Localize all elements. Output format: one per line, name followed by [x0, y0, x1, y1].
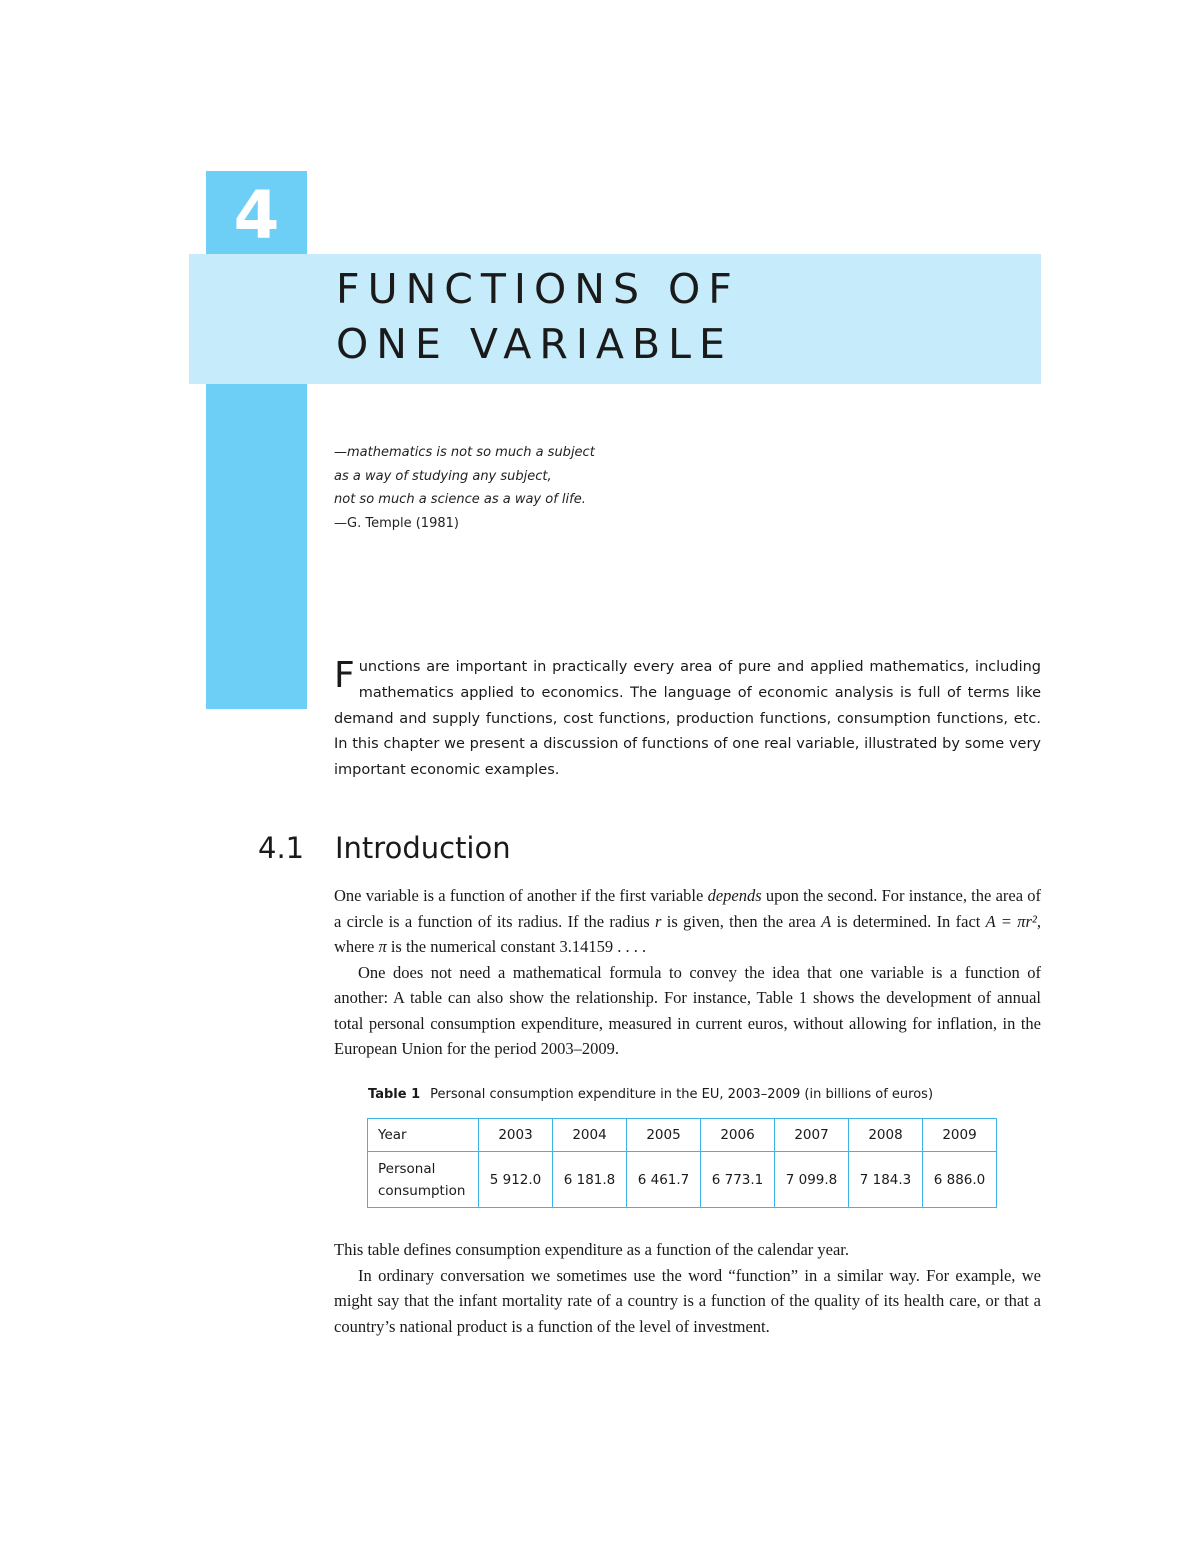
table-caption-text: Personal consumption expenditure in the EU, 2003–2009 (in billions of euros) [430, 1087, 934, 1102]
table-cell: 7 184.3 [849, 1152, 923, 1208]
table-header-cell: Year [368, 1119, 479, 1152]
chapter-number: 4 [233, 177, 280, 254]
math-area-formula: A = πr² [985, 911, 1037, 931]
table-header-row [368, 1119, 997, 1152]
table-header-cell: 2003 [479, 1119, 553, 1152]
table-label: Table 1 [368, 1087, 421, 1102]
epigraph-line-1: —mathematics is not so much a subject [334, 445, 595, 460]
epigraph-line-2: as a way of studying any subject, [334, 468, 552, 484]
consumption-table [367, 1118, 997, 1208]
math-r: r [655, 911, 662, 931]
table-cell: 6 461.7 [627, 1152, 701, 1208]
table-cell: 6 181.8 [553, 1152, 627, 1208]
table-caption [368, 1084, 933, 1106]
chapter-intro-text: unctions are important in practically every area of pure and applied mathematics, including mathematics applied to economics. The language of economic analysis is full of terms like demand and supply functions, cost functions, production functions, consumption functions, etc. In this chapter we present a discussion of functions of one real variable, illustrated by some very important economic examples. [334, 659, 1041, 779]
paragraph-4: In ordinary conversation we sometimes use the word “function” in a similar way. For example, we might say that the infant mortality rate of a country is a function of the quality of its health care, or that a country’s national product is a function of the level of investment. [334, 1265, 1041, 1336]
paragraph-1-text-c: is given, then the area [661, 911, 822, 931]
chapter-title-line-2: ONE VARIABLE [336, 320, 733, 368]
table-header-cell: 2006 [701, 1119, 775, 1152]
table-cell: 7 099.8 [775, 1152, 849, 1208]
chapter-title [336, 262, 740, 372]
table-header-cell: 2008 [849, 1119, 923, 1152]
paragraph-1-text-a: One variable is a function of another if the first variable [334, 886, 708, 905]
drop-cap: F [334, 655, 355, 696]
paragraph-3: This table defines consumption expenditure as a function of the calendar year. [334, 1240, 849, 1259]
table-cell: 6 773.1 [701, 1152, 775, 1208]
table-header-cell: 2007 [775, 1119, 849, 1152]
epigraph-line-3: not so much a science as a way of life. [334, 492, 586, 507]
paragraph-1-text-d: is determined. In fact [831, 911, 986, 931]
epigraph-attribution: —G. Temple (1981) [334, 515, 459, 531]
section-number: 4.1 [258, 831, 305, 865]
math-A: A [821, 911, 832, 931]
paragraph-1 [334, 883, 1041, 960]
paragraph-1-text-e: , where [334, 911, 1041, 956]
section-title: Introduction [335, 831, 511, 865]
section-body [334, 883, 1041, 1062]
epigraph [334, 441, 595, 535]
chapter-intro-paragraph [334, 655, 1041, 784]
math-pi: π [378, 937, 387, 956]
emphasis-depends: depends [707, 886, 762, 905]
chapter-title-line-1: FUNCTIONS OF [336, 265, 740, 313]
paragraph-1-text-b: upon the second. For instance, the area of a circle is a function of its radius. If the radius [334, 886, 1041, 931]
table-header-cell: 2009 [923, 1119, 997, 1152]
section-heading [258, 826, 511, 870]
table-header-cell: 2005 [627, 1119, 701, 1152]
table-row-label: Personal consumption [368, 1152, 479, 1208]
table-cell: 6 886.0 [923, 1152, 997, 1208]
section-body-continued [334, 1237, 1041, 1339]
table-cell: 5 912.0 [479, 1152, 553, 1208]
table-row [368, 1152, 997, 1208]
paragraph-1-text-f: is the numerical constant 3.14159 . . . . [386, 937, 647, 956]
table-header-cell: 2004 [553, 1119, 627, 1152]
paragraph-2: One does not need a mathematical formula to convey the idea that one variable is a function of another: A table can also show the relationship. For instance, Table 1 shows the development of annual total personal consumption expenditure, measured in current euros, without allowing for inflation, in the European Union for the period 2003–2009. [334, 962, 1041, 1058]
